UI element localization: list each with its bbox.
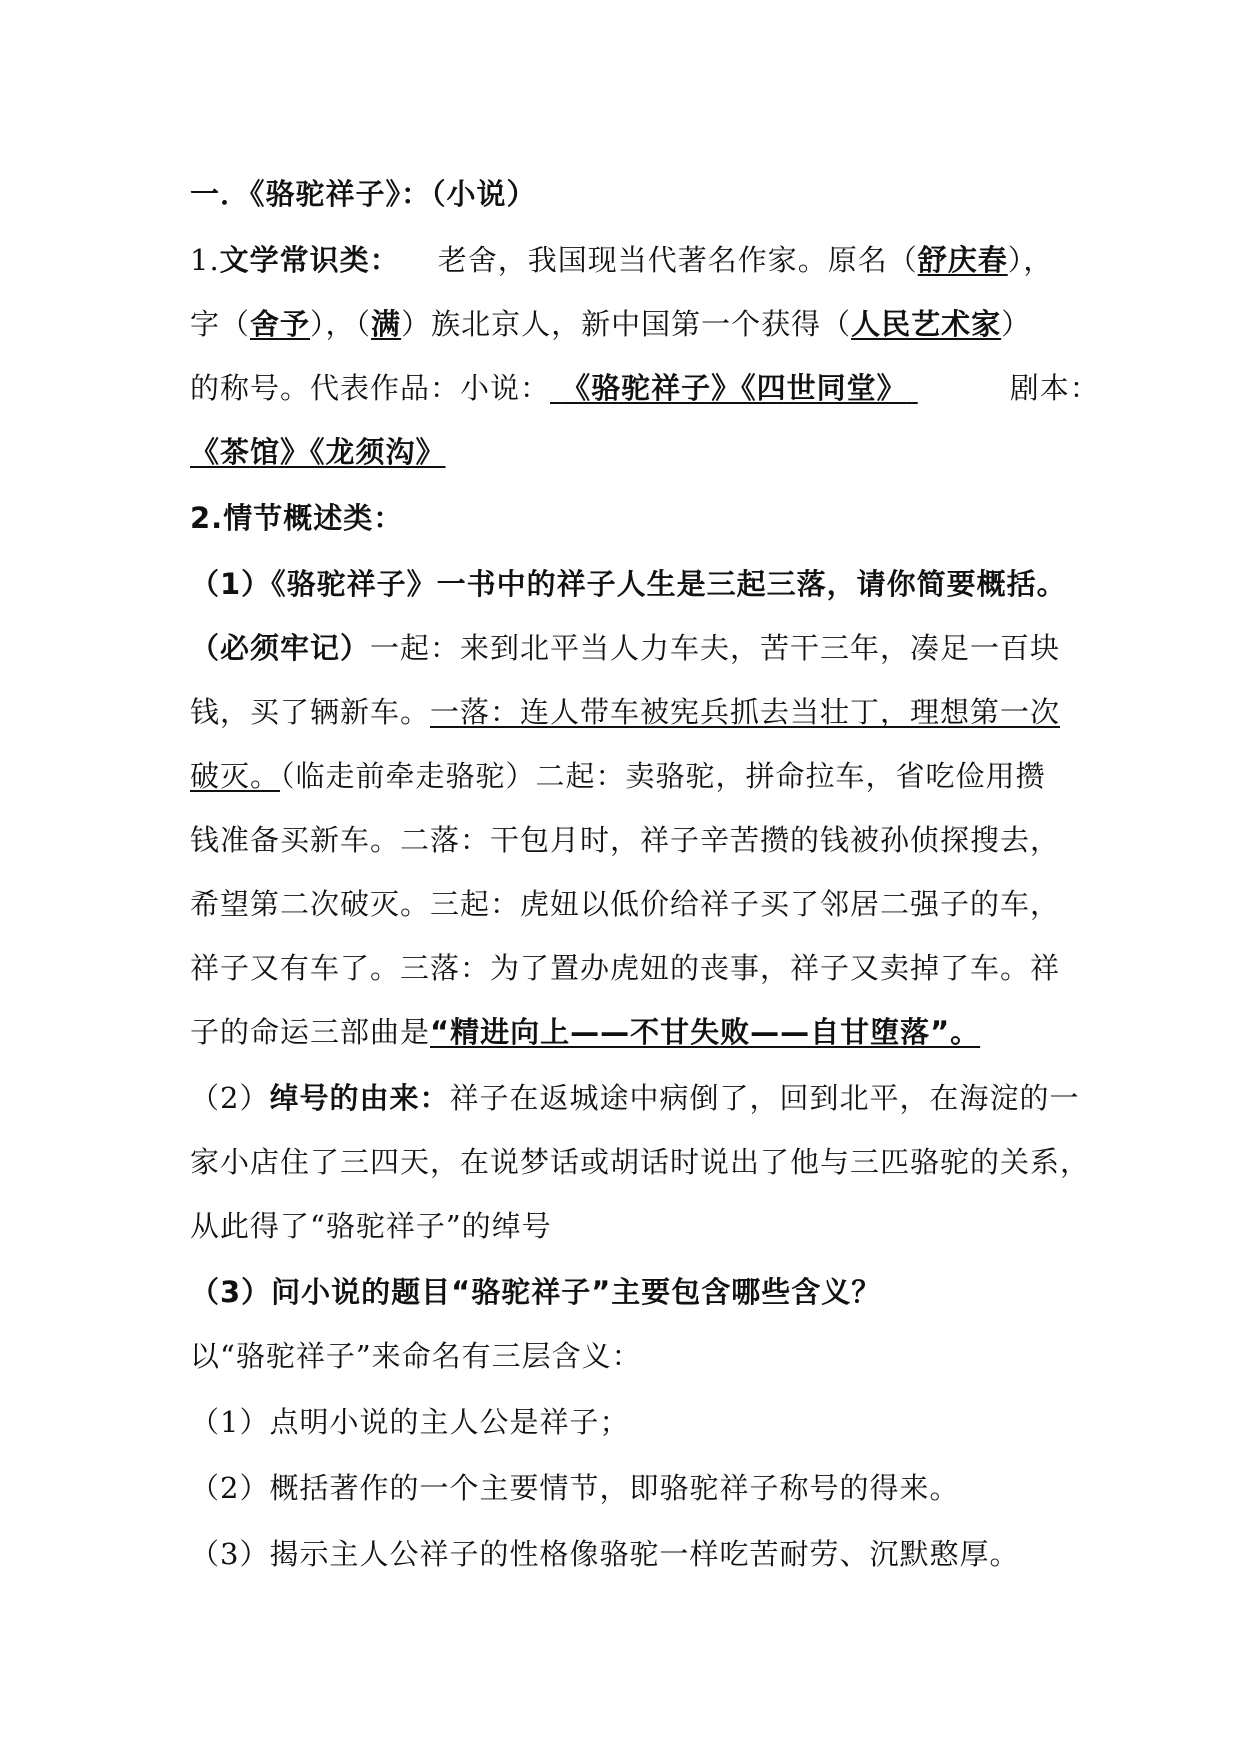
nickname-line-3: 从此得了“骆驼祥子”的绰号	[190, 1209, 552, 1243]
text: 字（	[190, 307, 251, 341]
literary-knowledge-label: 文学常识类：	[219, 243, 400, 277]
answer-1-line-2	[190, 694, 1060, 730]
first-fall: 一落：连人带车被宪兵抓去当壮丁，理想第一次	[430, 695, 1061, 729]
fate-trilogy: “精进向上——不甘失败——自甘堕落”。	[430, 1015, 981, 1049]
answer-1-line-7	[190, 1014, 980, 1050]
must-remember-label: （必须牢记）	[190, 631, 371, 665]
answer-3-item-1: （1）点明小说的主人公是祥子；	[190, 1405, 630, 1439]
answer-3-item-3: （3）揭示主人公祥子的性格像骆驼一样吃苦耐劳、沉默憨厚。	[190, 1537, 1020, 1571]
answer-1-line-4: 钱准备买新车。二落：干包月时，祥子辛苦攒的钱被孙侦探搜去，	[190, 823, 1061, 857]
nickname-line-2: 家小店住了三四天，在说梦话或胡话时说出了他与三匹骆驼的关系，	[190, 1145, 1091, 1179]
answer-1-line-3	[190, 758, 1046, 794]
text: ），	[1007, 243, 1054, 277]
answer-1-line-6: 祥子又有车了。三落：为了置办虎妞的丧事，祥子又卖掉了车。祥	[190, 951, 1061, 985]
nickname-label: 绰号的由来：	[269, 1081, 450, 1115]
section-heading: 一．《骆驼祥子》：（小说）	[190, 177, 537, 211]
first-fall-end: 破灭。	[190, 759, 281, 793]
text: （2）	[190, 1081, 270, 1115]
text: ）族北京人，新中国第一个获得（	[401, 307, 852, 341]
plot-section-title: 2.情节概述类：	[190, 501, 404, 535]
courtesy-name: 舍予	[250, 307, 311, 341]
honor-title: 人民艺术家	[851, 307, 1002, 341]
literary-knowledge-line-2	[190, 306, 1031, 342]
text: （临走前牵走骆驼）二起：卖骆驼，拼命拉车，省吃俭用攒	[280, 759, 1046, 793]
plays-line	[190, 434, 464, 470]
answer-3-item-2: （2）概括著作的一个主要情节，即骆驼祥子称号的得来。	[190, 1471, 960, 1505]
text: 剧本：	[1009, 371, 1100, 405]
text: 钱，买了辆新车。	[190, 695, 431, 729]
literary-knowledge-line-3	[190, 370, 1100, 406]
text: ），（	[310, 307, 372, 341]
novels: 《骆驼祥子》《四世同堂》	[561, 371, 907, 405]
question-3: （3）问小说的题目“骆驼祥子”主要包含哪些含义？	[190, 1275, 882, 1309]
original-name: 舒庆春	[917, 243, 1008, 277]
answer-1-line-1	[190, 630, 1060, 666]
text: 的称号。代表作品：小说：	[190, 371, 551, 405]
ethnicity: 满	[371, 307, 402, 341]
text: 一起：来到北平当人力车夫，苦干三年，凑足一百块	[370, 631, 1061, 665]
literary-knowledge-line-1	[190, 242, 1053, 278]
plays: 《茶馆》《龙须沟》	[190, 435, 446, 469]
answer-3-intro: 以“骆驼祥子”来命名有三层含义：	[190, 1339, 642, 1373]
question-1: （1）《骆驼祥子》一书中的祥子人生是三起三落，请你简要概括。	[190, 567, 1067, 601]
answer-1-line-5: 希望第二次破灭。三起：虎妞以低价给祥子买了邻居二强子的车，	[190, 887, 1061, 921]
text: 祥子在返城途中病倒了，回到北平，在海淀的一	[449, 1081, 1080, 1115]
nickname-line-1	[190, 1080, 1079, 1116]
text: 老舍，我国现当代著名作家。原名（	[437, 243, 918, 277]
section-number: 1.	[190, 243, 220, 277]
text: ）	[1001, 307, 1032, 341]
text: 子的命运三部曲是	[190, 1015, 431, 1049]
